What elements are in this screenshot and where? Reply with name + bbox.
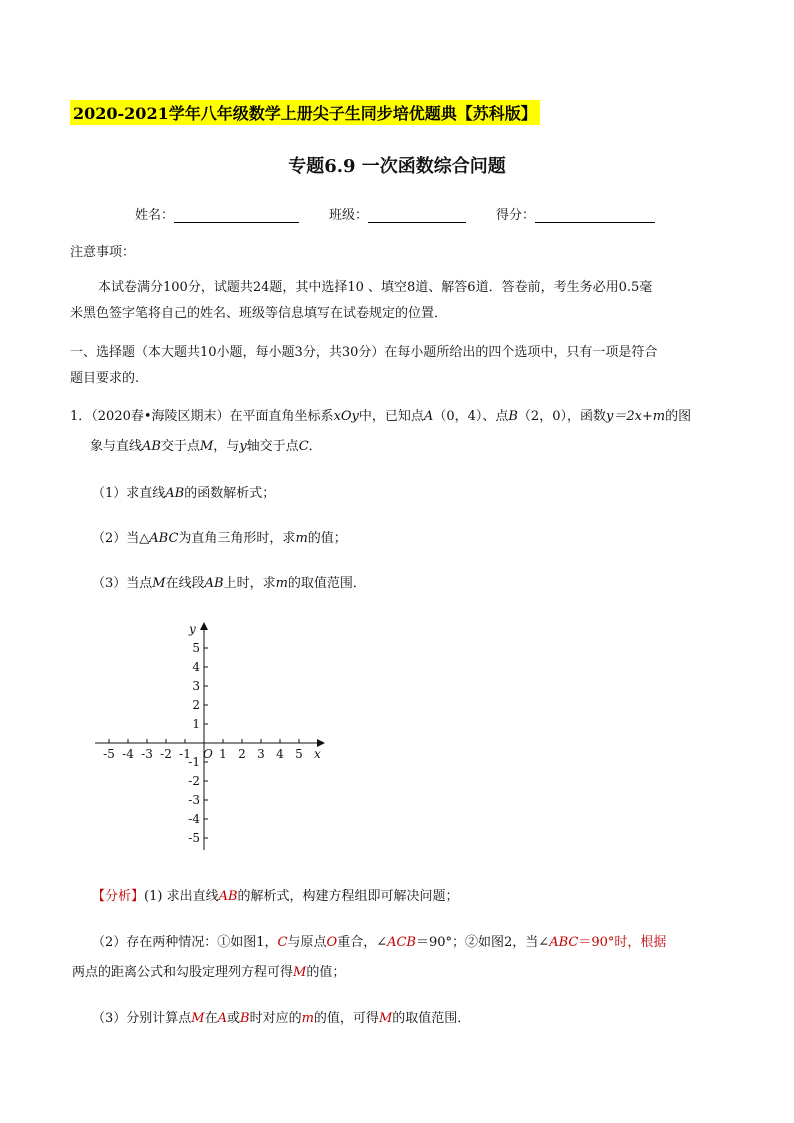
class-label: 班级： bbox=[329, 208, 369, 223]
part-text: 为直角三角形时，求 bbox=[178, 531, 296, 546]
name-blank[interactable] bbox=[174, 207, 299, 223]
point-m: M bbox=[152, 576, 166, 591]
score-blank[interactable] bbox=[535, 207, 655, 223]
line-ab: AB bbox=[204, 576, 224, 591]
point-b: B bbox=[508, 409, 518, 424]
question-number: 1． bbox=[70, 409, 92, 424]
score-label: 得分： bbox=[496, 208, 536, 223]
analysis-text: 的取值范围． bbox=[392, 1011, 471, 1026]
y-tick-label: -4 bbox=[188, 812, 200, 826]
analysis-line-3 bbox=[72, 960, 345, 986]
variable-m: m bbox=[275, 576, 288, 591]
coord-a: （0，4）、点 bbox=[433, 409, 509, 424]
origin-label: O bbox=[203, 747, 213, 761]
x-axis-arrow bbox=[317, 739, 325, 747]
x-tick-label: 1 bbox=[219, 747, 227, 761]
point-o: O bbox=[326, 935, 338, 950]
question-source: （2020春•海陵区期末） bbox=[91, 409, 230, 424]
variable-m: m bbox=[301, 1011, 314, 1026]
xoy-symbol: xOy bbox=[333, 409, 359, 424]
point-m: M bbox=[293, 965, 307, 980]
stem-text: ，与 bbox=[213, 439, 240, 454]
y-tick-label: 3 bbox=[192, 679, 200, 693]
x-tick-label: 3 bbox=[257, 747, 265, 761]
stem-text: 交于点 bbox=[160, 439, 200, 454]
notes-line-1: 本试卷满分100分，试题共24题，其中选择10 、填空8道、解答6道．答卷前，考生务必用0.5毫 bbox=[98, 280, 653, 295]
point-m: M bbox=[199, 439, 214, 454]
x-tick-label: 4 bbox=[276, 747, 284, 761]
part-text: 在线段 bbox=[165, 576, 205, 591]
analysis-text: 或 bbox=[227, 1011, 241, 1026]
student-info-row bbox=[135, 204, 685, 223]
analysis-tag: 【分析】 bbox=[92, 889, 145, 904]
x-tick-label: 2 bbox=[238, 747, 246, 761]
x-tick-label: -3 bbox=[141, 747, 153, 761]
question1-part-1 bbox=[92, 481, 275, 507]
stem-text: 中，已知点 bbox=[358, 409, 424, 424]
angle-abc: ABC bbox=[549, 935, 579, 950]
y-tick-label: -5 bbox=[188, 831, 200, 845]
analysis-text: (1) 求出直线 bbox=[144, 889, 219, 904]
x-tick-label: -2 bbox=[160, 747, 172, 761]
analysis-text: 的解析式，构建方程组即可解决问题； bbox=[237, 889, 459, 904]
x-tick-label: -1 bbox=[179, 747, 191, 761]
analysis-line-4 bbox=[92, 1006, 470, 1032]
y-tick-label: 2 bbox=[192, 698, 200, 712]
stem-text: ． bbox=[308, 439, 322, 454]
function-expression: y＝2x+m bbox=[605, 409, 666, 424]
line-ab: AB bbox=[218, 889, 238, 904]
y-axis-label: y bbox=[189, 622, 196, 636]
coord-b: （2，0），函数 bbox=[517, 409, 606, 424]
name-label: 姓名： bbox=[135, 208, 175, 223]
analysis-text: 重合，∠ bbox=[337, 935, 388, 950]
variable-m: m bbox=[295, 531, 308, 546]
point-m: M bbox=[378, 1011, 393, 1026]
analysis-line-1 bbox=[92, 884, 459, 910]
y-tick-label: 4 bbox=[192, 660, 200, 674]
part-text: 的函数解析式； bbox=[184, 486, 276, 501]
point-m: M bbox=[191, 1011, 205, 1026]
analysis-text: 的值，可得 bbox=[313, 1011, 379, 1026]
analysis-text: （2）存在两种情况：①如图1， bbox=[92, 935, 278, 950]
y-variable: y bbox=[239, 439, 247, 454]
question1-part-2 bbox=[92, 526, 347, 552]
part-text: （2）当△ bbox=[92, 531, 150, 546]
point-c: C bbox=[298, 439, 309, 454]
y-tick-label: 1 bbox=[192, 717, 200, 731]
page-title: 专题6.9 一次函数综合问题 bbox=[288, 156, 506, 177]
analysis-text: 与原点 bbox=[287, 935, 327, 950]
class-blank[interactable] bbox=[368, 207, 466, 223]
y-tick-label: 5 bbox=[192, 641, 200, 655]
x-tick-label: -4 bbox=[122, 747, 134, 761]
x-tick-label: 5 bbox=[295, 747, 303, 761]
notes-heading: 注意事项： bbox=[70, 245, 136, 260]
point-c: C bbox=[277, 935, 288, 950]
point-a: A bbox=[217, 1011, 227, 1026]
analysis-text: 两点的距离公式和勾股定理列方程可得 bbox=[72, 965, 294, 980]
triangle-abc: ABC bbox=[149, 531, 179, 546]
coordinate-grid bbox=[85, 615, 335, 855]
point-a: A bbox=[423, 409, 434, 424]
y-tick-label: -2 bbox=[188, 774, 200, 788]
y-axis-arrow bbox=[200, 622, 208, 630]
point-b: B bbox=[240, 1011, 250, 1026]
y-tick-label: -3 bbox=[188, 793, 200, 807]
stem-text: 在平面直角坐标系 bbox=[229, 409, 334, 424]
angle-acb: ACB bbox=[387, 935, 416, 950]
part-text: 上时，求 bbox=[223, 576, 276, 591]
analysis-text: （3）分别计算点 bbox=[92, 1011, 192, 1026]
stem-text: 象与直线 bbox=[90, 439, 143, 454]
line-ab: AB bbox=[142, 439, 161, 454]
section1-line-2: 题目要求的. bbox=[70, 371, 140, 386]
series-banner: 2020-2021学年八年级数学上册尖子生同步培优题典【苏科版】 bbox=[70, 100, 540, 125]
analysis-text: ＝90°；②如图2，当∠ bbox=[415, 935, 550, 950]
analysis-text: 时对应的 bbox=[249, 1011, 302, 1026]
analysis-text: ＝90°时，根据 bbox=[578, 935, 667, 950]
part-text: （3）当点 bbox=[92, 576, 153, 591]
line-ab: AB bbox=[165, 486, 185, 501]
stem-text: 的图 bbox=[665, 409, 692, 424]
y-tick-label: -1 bbox=[188, 755, 200, 769]
x-tick-label: -5 bbox=[103, 747, 115, 761]
stem-text: 轴交于点 bbox=[246, 439, 299, 454]
analysis-text: 在 bbox=[204, 1011, 218, 1026]
analysis-line-2 bbox=[92, 930, 666, 956]
part-text: （1）求直线 bbox=[92, 486, 166, 501]
x-axis-label: x bbox=[314, 747, 321, 761]
part-text: 的取值范围． bbox=[287, 576, 366, 591]
part-text: 的值； bbox=[307, 531, 347, 546]
question1-part-3 bbox=[92, 571, 366, 597]
question1-line-2 bbox=[90, 434, 322, 460]
notes-line-2: 米黑色签字笔将自己的姓名、班级等信息填写在试卷规定的位置． bbox=[70, 306, 448, 321]
section1-line-1: 一、选择题（本大题共10小题，每小题3分，共30分）在每小题所给出的四个选项中，只有一项是符合 bbox=[70, 345, 658, 360]
question1-line-1 bbox=[70, 404, 691, 430]
analysis-text: 的值； bbox=[306, 965, 346, 980]
